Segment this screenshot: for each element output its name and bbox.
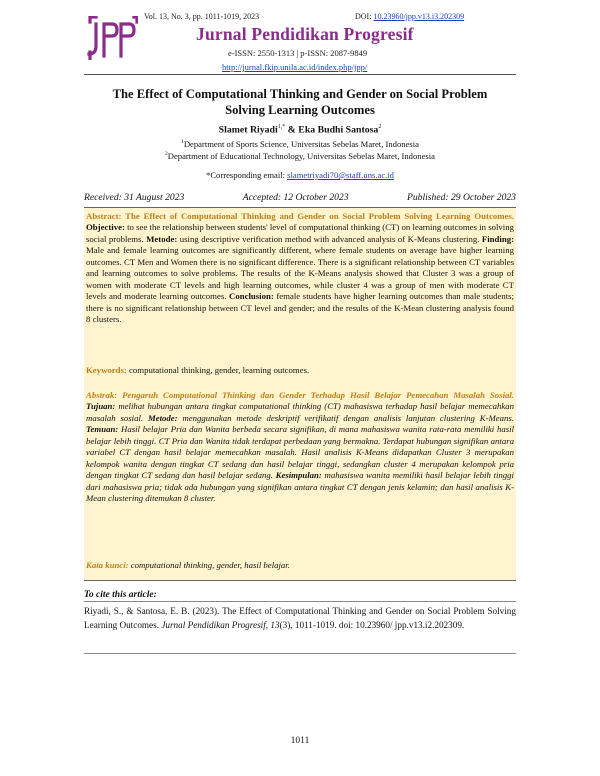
keywords-en-label: Keywords: xyxy=(86,365,127,375)
citation-volume: 13 xyxy=(270,619,280,630)
method-label: Metode: xyxy=(146,233,178,244)
affiliation-2-sup: 2 xyxy=(165,151,168,158)
abstract-en-lead: Abstract: The Effect of Computational Thinking and Gender on Social Problem Solving Learning Outcomes. xyxy=(86,211,514,221)
keywords-id-text: computational thinking, gender, hasil belajar. xyxy=(128,560,290,570)
corr-label: *Corresponding email: xyxy=(206,170,288,180)
page-number: 1011 xyxy=(290,736,310,746)
finding-text: Male and female learning outcomes are significantly different, where female students on average have higher learning outcomes. CT Men and Women there is no significant difference. There is a significant relationship between CT variables and learning outcomes to solve problems. The results of the K-Means analysis showed that Cluster 3 was a group of women with moderate CT levels and high learning outcomes, while cluster 4 was a group of men with moderate CT levels and moderate learning outcomes. xyxy=(86,245,514,302)
journal-logo xyxy=(86,16,138,60)
conclusion-text: female students have higher learning outcomes than male students; there is no significant relationship between CT level and gender; and the results of the K-Mean clustering analysis found 8 clusters. xyxy=(86,291,514,325)
metode-label: Metode: xyxy=(147,412,178,423)
received-date: Received: 31 August 2023 xyxy=(84,192,185,203)
temuan-label: Temuan: xyxy=(86,424,119,435)
citation-heading: To cite this article: xyxy=(84,590,157,600)
keywords-indonesian xyxy=(86,560,514,570)
doi-label: DOI: xyxy=(355,12,374,21)
author-line xyxy=(84,124,516,135)
published-date: Published: 29 October 2023 xyxy=(407,192,516,203)
objective-text: to see the relationship between students' level of computational thinking (CT) on learning outcomes in solving social problems. xyxy=(86,222,514,244)
doi-line xyxy=(355,12,464,21)
method-text: using descriptive verification method with advanced analysis of K-Means clustering. xyxy=(177,233,482,244)
affiliation-1-text: Department of Sports Science, Universitas Sebelas Maret, Indonesia xyxy=(183,139,419,149)
temuan-text: Hasil belajar Pria dan Wanita berbeda secara signifikan, di mana mahasiswa wanita rata-rata memiliki hasil belajar lebih tinggi. CT Pria dan Wanita tidak terdapat perbedaan yang bermakna. Terdapat hubungan signifikan antara variabel CT dengan hasil belajar memecahkan masalah. Hasil analisis K-Means didapatkan Cluster 3 merupakan kelompok wanita dengan tingkat CT sedang dan hasil belajar tinggi, sedangkan cluster 4 merupakan kelompok pria dengan tingkat CT sedang dan hasil belajar sedang. xyxy=(86,424,514,481)
author-separator: & xyxy=(285,124,299,136)
citation-text xyxy=(84,605,516,632)
affiliation-1 xyxy=(84,139,516,149)
author-1: Slamet Riyadi xyxy=(218,124,278,136)
corresponding-email xyxy=(84,170,516,180)
doi-link[interactable]: 10.23960/jpp.v13.i3.202309 xyxy=(373,12,465,21)
kesimpulan-text: mahasiswa wanita memiliki hasil belajar lebih tinggi dari mahasiswa pria; tidak ada hubungan yang signifikan antara tingkat CT dengan jenis kelamin; dan hasil analisis K-Mean clustering ditemukan 8 cluster. xyxy=(86,470,514,504)
header-divider xyxy=(84,74,516,75)
accepted-date: Accepted: 12 October 2023 xyxy=(242,192,349,203)
citation-sep: , xyxy=(265,619,271,630)
issn: e-ISSN: 2550-1313 | p-ISSN: 2087-9849 xyxy=(228,48,368,58)
citation-divider-bottom xyxy=(84,653,516,654)
author-2: Eka Budhi Santosa xyxy=(298,124,379,136)
metode-text: menggunakan metode deskriptif verifikatif dengan analisis lanjutan clustering K-Means. xyxy=(177,412,515,423)
author-1-sup: 1,* xyxy=(277,124,286,130)
article-title xyxy=(84,86,516,118)
corr-email-link[interactable]: slametriyadi70@staff.uns.ac.id xyxy=(287,170,394,180)
tujuan-text: melihat hubungan antara tingkat computational thinking (CT) mahasiswa terhadap hasil belajar memecahkan masalah sosial. xyxy=(86,401,514,423)
title-line-2: Solving Learning Outcomes xyxy=(225,103,375,117)
citation-journal: Jurnal Pendidikan Progresif xyxy=(161,619,266,630)
objective-label: Objective: xyxy=(86,222,125,233)
citation-divider-top xyxy=(84,601,516,602)
journal-name: Jurnal Pendidikan Progresif xyxy=(196,24,414,44)
citation-part-1: Riyadi, S., & Santosa, E. B. (2023). The Effect of Computational Thinking and Gender on Social Problem Solving Learning Outcomes. xyxy=(84,606,516,630)
conclusion-label: Conclusion: xyxy=(229,291,274,302)
keywords-english xyxy=(86,365,514,375)
finding-label: Finding: xyxy=(481,233,514,244)
keywords-id-label: Kata kunci: xyxy=(86,560,129,570)
affiliation-1-sup: 1 xyxy=(181,139,184,146)
abstract-indonesian xyxy=(86,390,514,505)
affiliation-2-text: Department of Educational Technology, Universitas Sebelas Maret, Indonesia xyxy=(167,151,435,161)
title-line-1: The Effect of Computational Thinking and Gender on Social Problem xyxy=(112,87,488,101)
keywords-en-text: computational thinking, gender, learning outcomes. xyxy=(126,365,310,375)
abstract-english xyxy=(86,211,514,326)
abstract-id-lead: Abstrak: Pengaruh Computational Thinking dan Gender Terhadap Hasil Belajar Pemecahan Masalah Sosial. xyxy=(86,390,514,400)
kesimpulan-label: Kesimpulan: xyxy=(275,470,322,481)
journal-url-link[interactable]: http://jurnal.fkip.unila.ac.id/index.php/jpp/ xyxy=(222,62,368,72)
article-dates xyxy=(84,192,516,203)
affiliation-2 xyxy=(84,151,516,161)
volume-info: Vol. 13, No. 3, pp. 1011-1019, 2023 xyxy=(144,12,260,21)
author-2-sup: 2 xyxy=(378,124,382,130)
citation-part-2: (3), 1011-1019. doi: 10.23960/ jpp.v13.i2.202309. xyxy=(279,619,465,630)
tujuan-label: Tujuan: xyxy=(86,401,116,412)
